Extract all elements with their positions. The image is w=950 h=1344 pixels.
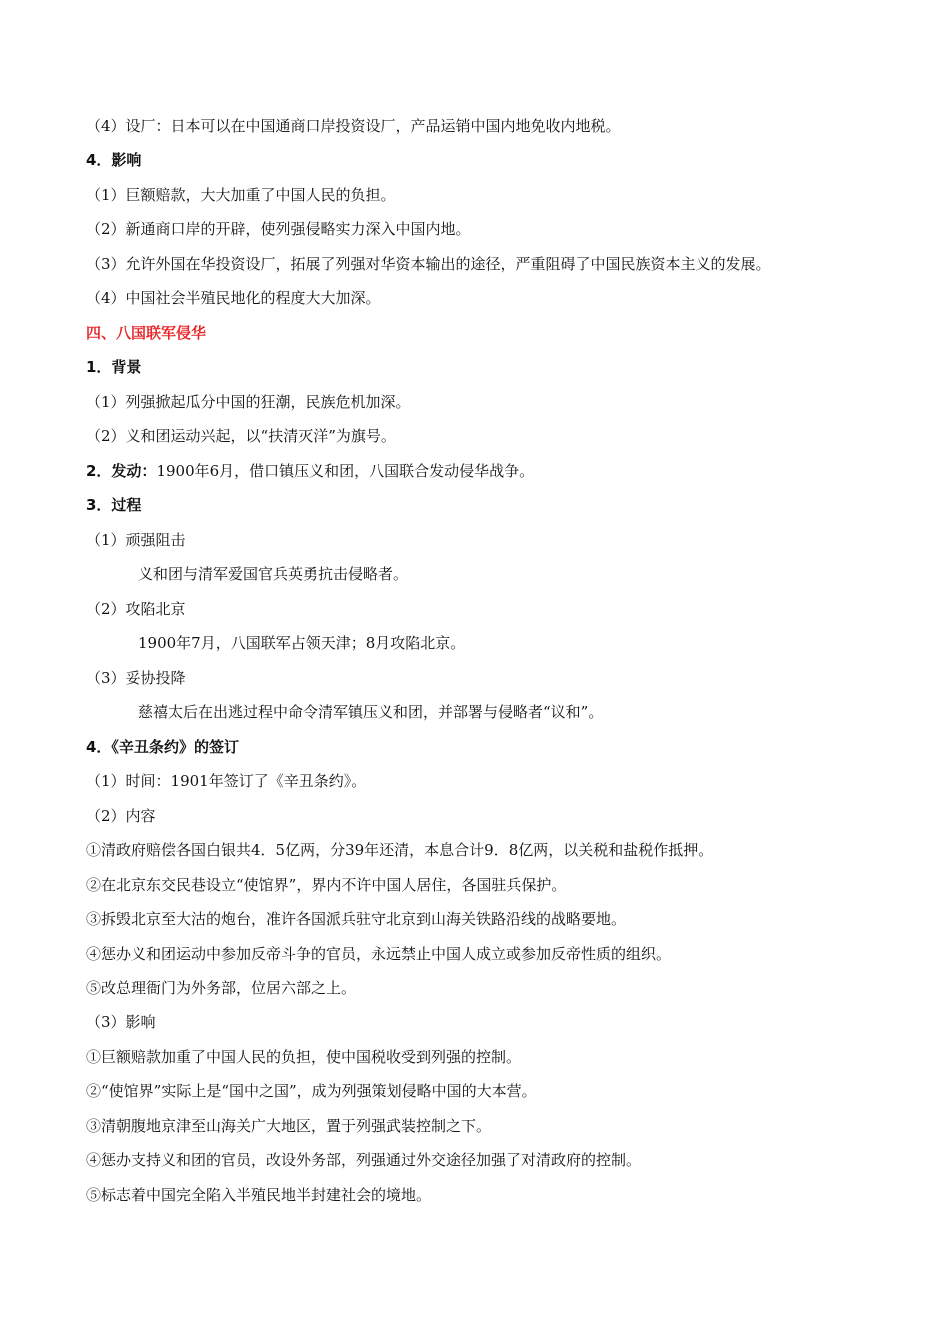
text-line: （2）攻陷北京 — [86, 600, 186, 618]
text-line: （2）义和团运动兴起，以“扶清灭洋”为旗号。 — [86, 427, 396, 445]
text-line: （4）设厂：日本可以在中国通商口岸投资设厂，产品运销中国内地免收内地税。 — [86, 117, 621, 135]
text-line: （3）妥协投降 — [86, 669, 186, 687]
text-line: ③清朝腹地京津至山海关广大地区，置于列强武装控制之下。 — [86, 1117, 492, 1135]
text-line: 1900年7月，八国联军占领天津；8月攻陷北京。 — [138, 634, 466, 652]
text-line: （4）中国社会半殖民地化的程度大大加深。 — [86, 289, 381, 307]
text-line: ①巨额赔款加重了中国人民的负担，使中国税收受到列强的控制。 — [86, 1048, 522, 1066]
text-line: （1）顽强阻击 — [86, 531, 186, 549]
text-line: （2）新通商口岸的开辟，使列强侵略实力深入中国内地。 — [86, 220, 471, 238]
section-heading: 1．背景 — [86, 358, 142, 376]
text-line: ②“使馆界”实际上是“国中之国”，成为列强策划侵略中国的大本营。 — [86, 1082, 537, 1100]
text-line: （1）时间：1901年签订了《辛丑条约》。 — [86, 772, 367, 790]
text-line: ③拆毁北京至大沽的炮台，准许各国派兵驻守北京到山海关铁路沿线的战略要地。 — [86, 910, 627, 928]
text-line: （1）巨额赔款，大大加重了中国人民的负担。 — [86, 186, 396, 204]
text-inline: 1900年6月，借口镇压义和团，八国联合发动侵华战争。 — [156, 462, 535, 480]
section-heading-inline: 2．发动： — [86, 462, 157, 480]
section-heading: 4．《辛丑条约》的签订 — [86, 738, 239, 756]
text-line: ⑤改总理衙门为外务部，位居六部之上。 — [86, 979, 357, 997]
text-line — [86, 461, 534, 481]
text-line: ②在北京东交民巷设立“使馆界”，界内不许中国人居住，各国驻兵保护。 — [86, 876, 567, 894]
text-line: ④惩办义和团运动中参加反帝斗争的官员，永远禁止中国人成立或参加反帝性质的组织。 — [86, 945, 672, 963]
chapter-heading: 四、八国联军侵华 — [86, 324, 207, 342]
text-line: （2）内容 — [86, 807, 156, 825]
text-line: （3）影响 — [86, 1013, 156, 1031]
text-line: （1）列强掀起瓜分中国的狂潮，民族危机加深。 — [86, 393, 411, 411]
section-heading: 4．影响 — [86, 151, 142, 169]
section-heading: 3．过程 — [86, 496, 142, 514]
text-line: ①清政府赔偿各国白银共4．5亿两，分39年还清，本息合计9．8亿两，以关税和盐税作抵押。 — [86, 841, 714, 859]
text-line: ⑤标志着中国完全陷入半殖民地半封建社会的境地。 — [86, 1186, 432, 1204]
text-line: ④惩办支持义和团的官员，改设外务部，列强通过外交途径加强了对清政府的控制。 — [86, 1151, 642, 1169]
text-line: （3）允许外国在华投资设厂，拓展了列强对华资本输出的途径，严重阻碍了中国民族资本主义的发展。 — [86, 255, 771, 273]
text-line: 慈禧太后在出逃过程中命令清军镇压义和团，并部署与侵略者“议和”。 — [138, 703, 604, 721]
text-line: 义和团与清军爱国官兵英勇抗击侵略者。 — [138, 565, 409, 583]
